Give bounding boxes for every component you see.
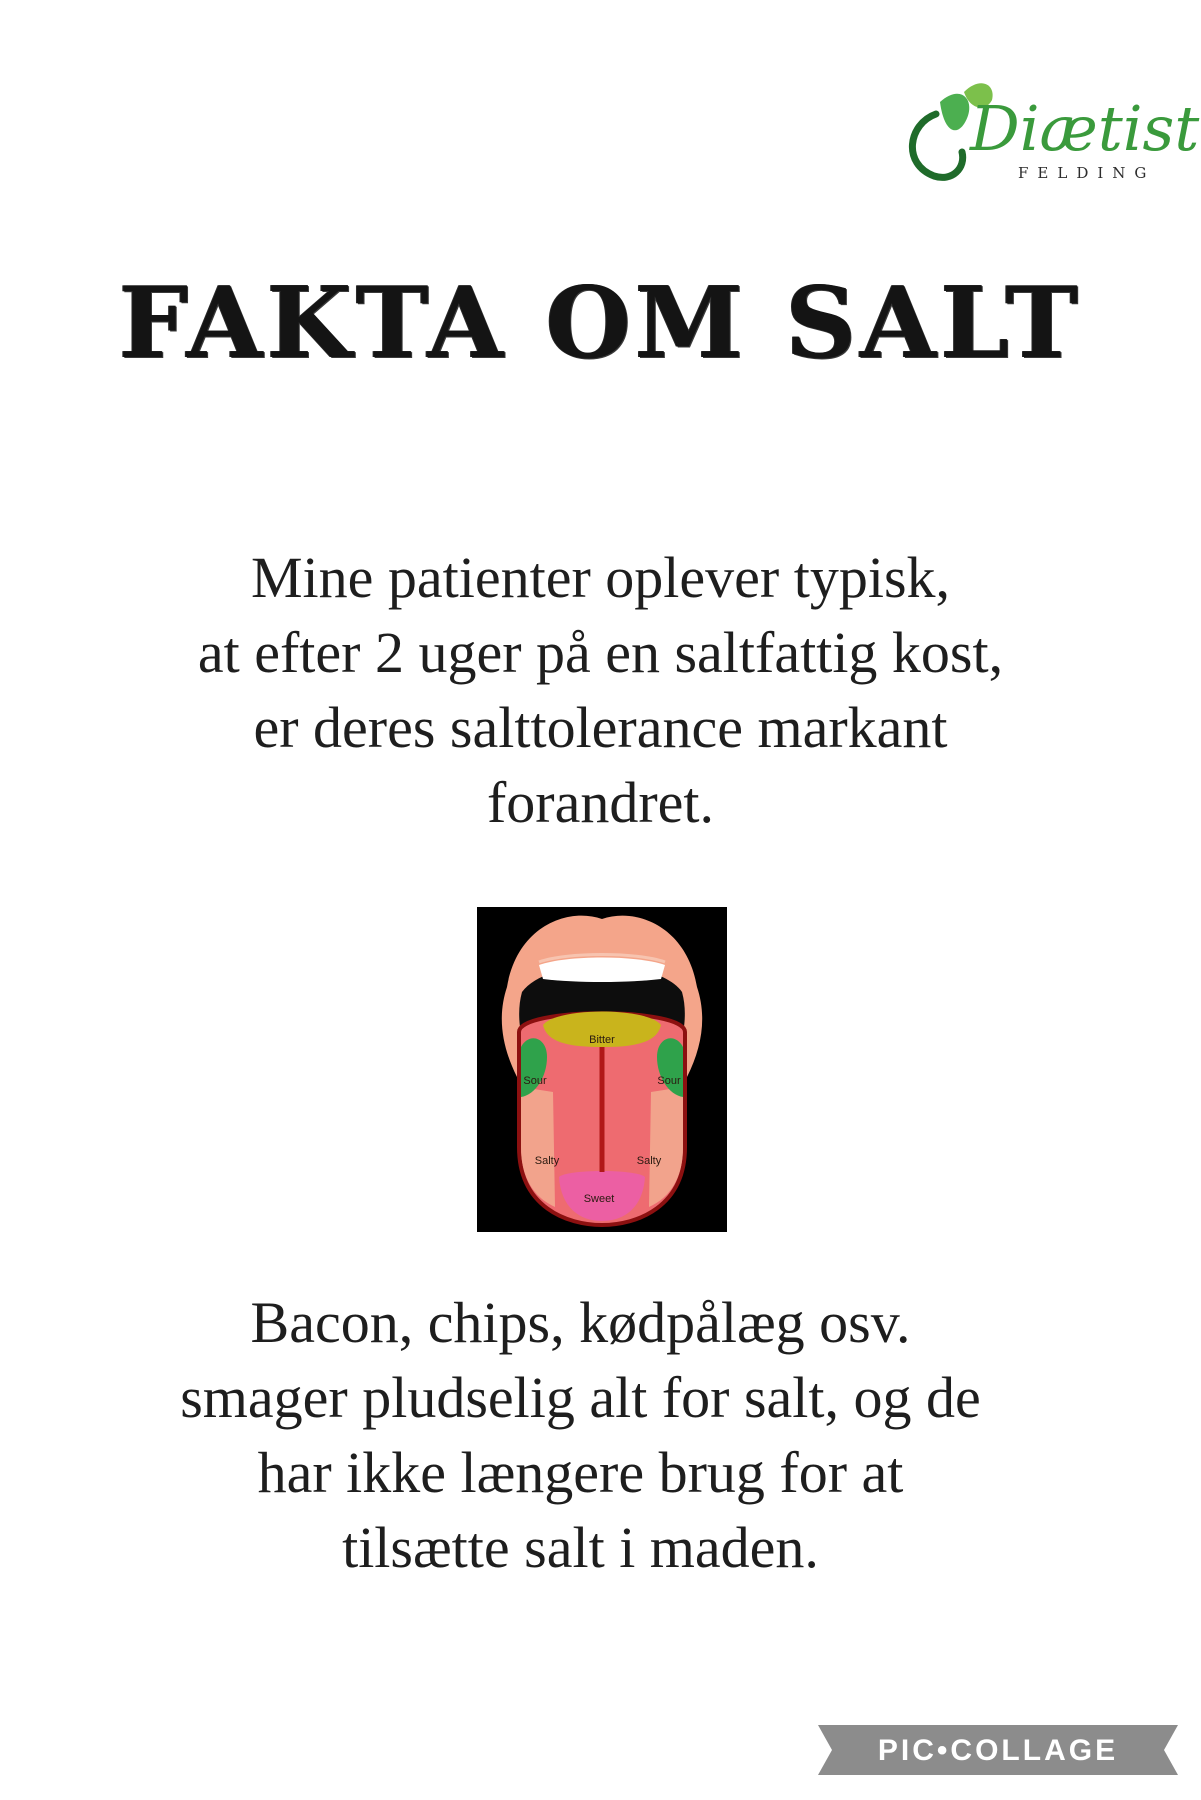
intro-line-3: er deres salttolerance markant [253, 695, 948, 760]
tongue-illustration [477, 907, 727, 1232]
result-line-3: har ikke længere brug for at [257, 1440, 904, 1505]
teeth [539, 958, 665, 983]
sour-left-label: Sour [523, 1075, 547, 1087]
result-line-4: tilsætte salt i maden. [342, 1515, 819, 1580]
salty-zone-left [521, 1087, 555, 1207]
sweet-label: Sweet [583, 1193, 615, 1205]
tongue-taste-map-image [477, 907, 727, 1232]
logo-name: Diætist [970, 92, 1200, 165]
salty-right-label: Salty [636, 1155, 662, 1167]
diaetist-felding-logo [900, 72, 1200, 192]
salty-zone-right [649, 1087, 683, 1207]
result-line-2: smager pludselig alt for salt, og de [180, 1365, 981, 1430]
intro-paragraph [0, 540, 1201, 840]
intro-line-2: at efter 2 uger på en saltfattig kost, [197, 620, 1004, 685]
intro-line-1: Mine patienter oplever typisk, [250, 545, 951, 610]
result-line-1: Bacon, chips, kødpålæg osv. [250, 1290, 911, 1355]
watermark-badge [818, 1725, 1178, 1775]
bitter-label: Bitter [589, 1034, 615, 1046]
piccollage-watermark [818, 1725, 1178, 1775]
result-paragraph [0, 1285, 1181, 1585]
intro-line-4: forandret. [486, 770, 715, 835]
logo-graphic [900, 72, 1200, 192]
logo-leaf-icon [940, 94, 969, 131]
page-title: FAKTA OM SALT [118, 266, 1083, 381]
watermark-text: PIC•COLLAGE [877, 1734, 1119, 1767]
sour-right-label: Sour [657, 1075, 681, 1087]
logo-subtitle: FELDING [1018, 164, 1156, 182]
salty-left-label: Salty [534, 1155, 560, 1167]
